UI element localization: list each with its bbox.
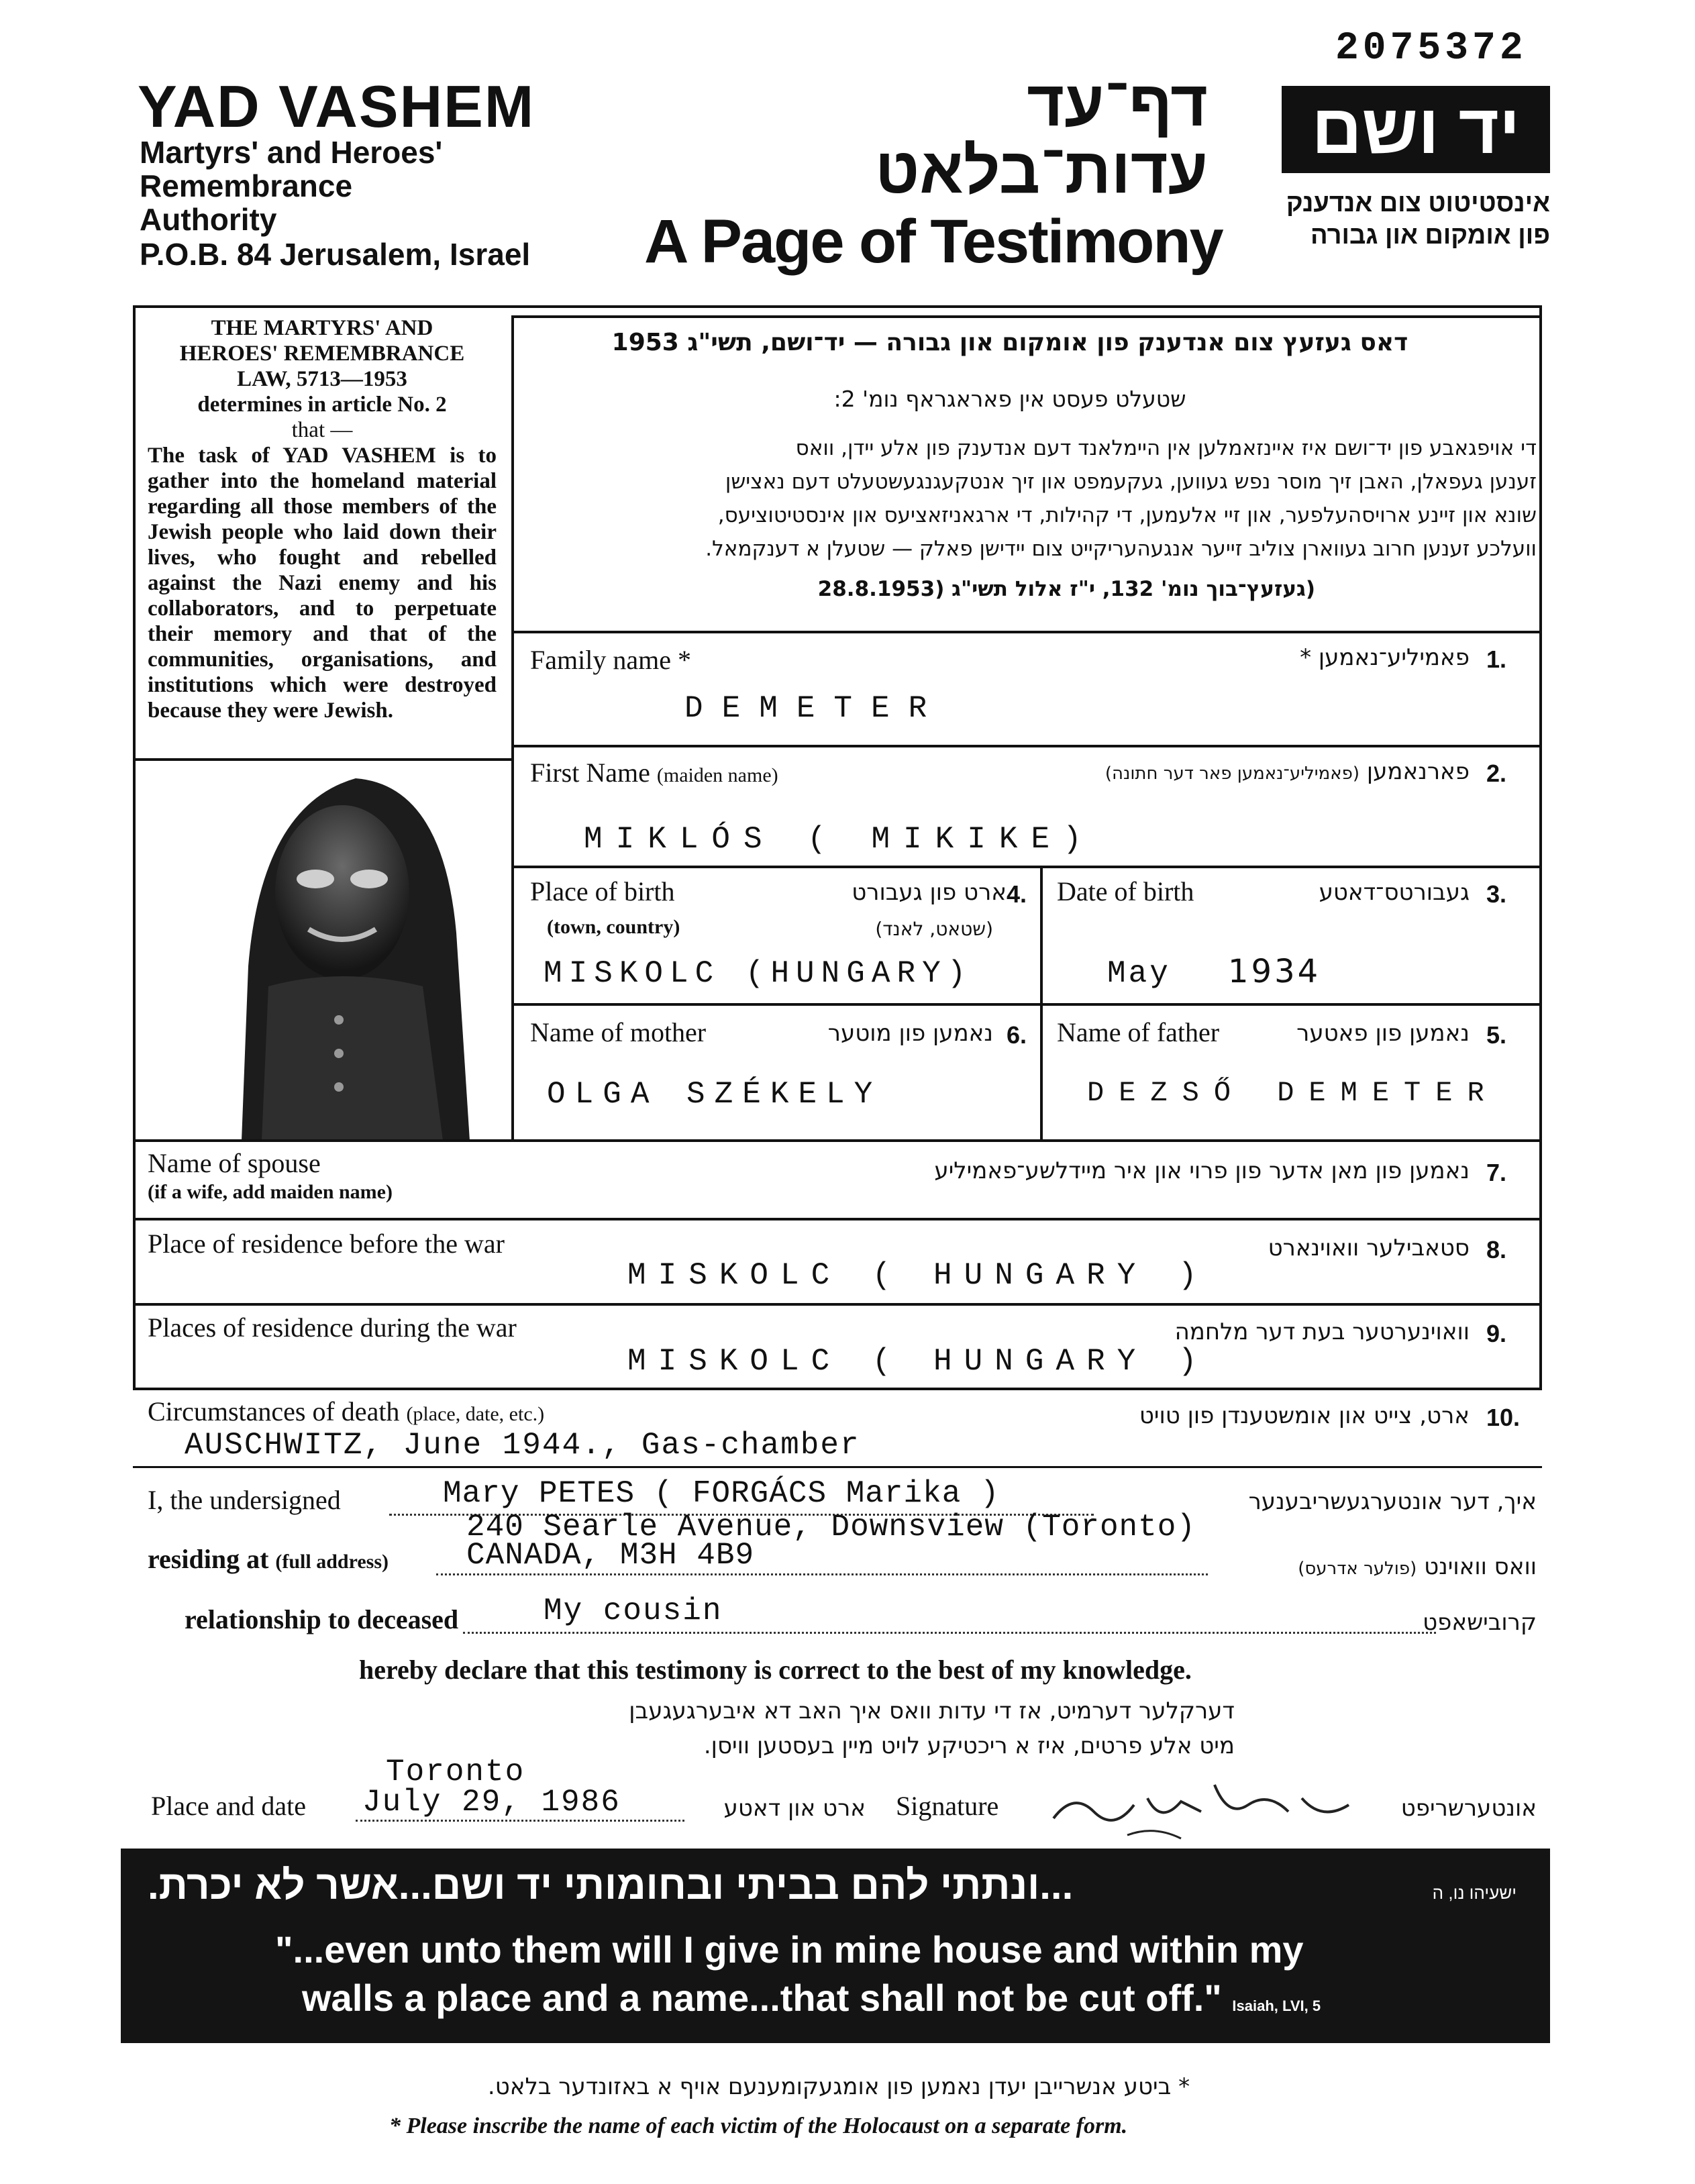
law-line-2: HEROES' REMEMBRANCE xyxy=(179,342,465,366)
org-address: P.O.B. 84 Jerusalem, Israel xyxy=(140,237,531,272)
father-value[interactable]: DEZSŐ DEMETER xyxy=(1087,1077,1499,1109)
father-num: 5. xyxy=(1486,1021,1507,1049)
banner-english-2 xyxy=(302,1976,1321,2020)
residence-before-heb: סטאבילער וואוינארט xyxy=(1268,1235,1470,1261)
yiddish-law-footnote: (געזעץ־בוך נומ' 132, י"ז אלול תשי"ג (28.8.1953 xyxy=(817,577,1315,601)
document-number: 2075372 xyxy=(1335,27,1527,70)
declare-heb-1: דערקלער דערמיט, אז די עדות וואס איך האב דא איבערגעגעבן xyxy=(629,1698,1235,1724)
law-box xyxy=(148,315,497,723)
death-heb: ארט, צייט און אומשטענדן פון טויט xyxy=(1139,1402,1470,1429)
residing-heb xyxy=(1215,1553,1537,1580)
mother-heb: נאמען פון מוטער xyxy=(827,1020,993,1047)
undersigned-value[interactable]: Mary PETES ( FORGÁCS Marika ) xyxy=(443,1476,1000,1511)
date-of-birth-num: 3. xyxy=(1486,880,1507,908)
mother-value[interactable]: OLGA SZÉKELY xyxy=(547,1077,882,1112)
first-name-label-sub: (maiden name) xyxy=(656,764,778,786)
place-of-birth-heb: ארט פון געבורט xyxy=(852,879,1007,906)
declare-text: hereby declare that this testimony is correct to the best of my knowledge. xyxy=(359,1655,1192,1685)
yiddish-law-line-2: שטעלט פעסט אין פאראגראף נומ' 2: xyxy=(833,386,1186,412)
signature-label: Signature xyxy=(896,1791,999,1821)
family-name-heb: פאמיליע־נאמען * xyxy=(1300,644,1470,671)
date-of-birth-month[interactable]: May xyxy=(1107,956,1171,991)
father-label: Name of father xyxy=(1057,1017,1220,1047)
place-date-heb: ארט און דאטע xyxy=(723,1795,866,1822)
residing-label xyxy=(148,1543,389,1575)
banner-english-1: "...even unto them will I give in mine house and within my xyxy=(275,1928,1304,1971)
main-title: A Page of Testimony xyxy=(644,207,1223,276)
banner-hebrew-ref: ישעיהו נו, ה xyxy=(1432,1883,1517,1903)
residence-before-value[interactable]: MISKOLC ( HUNGARY ) xyxy=(627,1258,1209,1293)
family-name-num: 1. xyxy=(1486,645,1507,673)
residing-label-sub: (full address) xyxy=(275,1551,389,1573)
handwritten-signature xyxy=(1047,1771,1362,1845)
logo-caption-2: פון אומקום און גבורה xyxy=(1311,221,1550,250)
yiddish-title-2: עדות־בלאט xyxy=(875,135,1208,207)
first-name-heb-main: פארנאמען xyxy=(1366,758,1470,785)
yiddish-law-body-2: זענען געפאלן, האבן זיך מוסר נפש געווען, געקעמפט און זיך אנטקעגנגעשטעלט דעם נאצישן xyxy=(725,470,1537,494)
signature-image xyxy=(1047,1771,1362,1848)
mother-label: Name of mother xyxy=(530,1017,707,1047)
family-name-label: Family name * xyxy=(530,645,691,675)
org-title: YAD VASHEM xyxy=(138,73,535,140)
residence-during-value[interactable]: MISKOLC ( HUNGARY ) xyxy=(627,1344,1209,1379)
residing-heb-sub: (פולער אדרעס) xyxy=(1298,1559,1417,1579)
death-num: 10. xyxy=(1486,1404,1521,1431)
footer-yiddish: * ביטע אנשרייבן יעדן נאמען פון אומגעקומענעם אויף א באזונדער בלאט. xyxy=(487,2073,1190,2100)
yad-vashem-logo xyxy=(1282,86,1550,173)
declare-heb-2: מיט אלע פרטים, איז א ריכטיקע לויט מיין בעסטען וויסן. xyxy=(703,1732,1235,1759)
signature-heb: אונטערשריפט xyxy=(1400,1795,1537,1822)
undersigned-heb: איך, דער אונטערגעשריבענער xyxy=(1248,1488,1537,1515)
law-body: The task of YAD VASHEM is to gather into the homeland material regarding all those members of the Jewish people who laid down their lives, who fought and rebelled against the Nazi enemy and his collaborators, and to perpetuate their memory and that of the communities, organisations, and institutions which were destroyed because they were Jewish. xyxy=(148,444,497,723)
place-of-birth-heb-sub: (שטאט, לאנד) xyxy=(875,918,993,940)
org-line-3: Authority xyxy=(140,202,277,237)
date-value[interactable]: July 29, 1986 xyxy=(362,1785,621,1820)
residence-before-num: 8. xyxy=(1486,1236,1507,1263)
first-name-heb xyxy=(939,758,1470,785)
first-name-num: 2. xyxy=(1486,760,1507,787)
logo-text: יד ושם xyxy=(1311,90,1521,168)
relationship-heb: קרובישאפט xyxy=(1423,1609,1537,1636)
quote-banner xyxy=(121,1849,1550,2043)
first-name-label-main: First Name xyxy=(530,758,650,788)
relationship-label: relationship to deceased xyxy=(185,1604,459,1634)
death-value[interactable]: AUSCHWITZ, June 1944., Gas-chamber xyxy=(185,1428,860,1463)
mother-num: 6. xyxy=(1007,1021,1027,1049)
photo-image xyxy=(201,765,497,1141)
address-line-2[interactable]: CANADA, M3H 4B9 xyxy=(466,1538,755,1573)
place-of-birth-num: 4. xyxy=(1007,880,1027,908)
residence-during-heb: וואוינערטער בעת דער מלחמה xyxy=(1174,1318,1470,1345)
place-date-label: Place and date xyxy=(151,1791,306,1821)
death-label-sub: (place, date, etc.) xyxy=(406,1403,545,1425)
undersigned-label: I, the undersigned xyxy=(148,1485,341,1515)
yiddish-law-body-1: די אויפגאבע פון יד־ושם איז איינזאמלען אין היימלאנד דעם אנדענק פון אלע יידן, וואס xyxy=(795,436,1537,460)
spouse-heb: נאמען פון מאן אדער פון פרוי און איר מיידלשע־פאמיליע xyxy=(934,1157,1470,1184)
place-of-birth-label: Place of birth xyxy=(530,876,675,906)
org-line-2: Remembrance xyxy=(140,168,353,203)
residing-heb-main: וואס וואוינט xyxy=(1424,1553,1537,1580)
place-of-birth-value[interactable]: MISKOLC (HUNGARY) xyxy=(544,956,973,991)
father-heb: נאמען פון פאטער xyxy=(1296,1020,1470,1047)
yiddish-title-1: דף־עד xyxy=(1027,68,1208,140)
place-of-birth-sub: (town, country) xyxy=(547,916,680,938)
yiddish-law-body-3: שונא און זיינע ארויסהעלפער, און זיי אלעמען, די קהילות, די ארגאניזאציעס און אינסטיטוציעס, xyxy=(717,503,1537,527)
date-of-birth-label: Date of birth xyxy=(1057,876,1194,906)
residence-during-num: 9. xyxy=(1486,1320,1507,1347)
first-name-value[interactable]: MIKLÓS ( MIKIKE) xyxy=(584,822,1095,857)
death-label xyxy=(148,1396,544,1427)
logo-caption-1: אינסטיטוט צום אנדענק xyxy=(1286,189,1550,217)
date-of-birth-year[interactable]: 1934 xyxy=(1228,953,1321,990)
first-name-label xyxy=(530,757,778,788)
child-portrait-photo xyxy=(201,765,497,1141)
death-label-main: Circumstances of death xyxy=(148,1396,400,1426)
family-name-value[interactable]: DEMETER xyxy=(684,691,946,726)
address-line-1[interactable]: 240 Searle Avenue, Downsview (Toronto) xyxy=(466,1510,1196,1545)
law-line-3: LAW, 5713—1953 xyxy=(237,367,407,391)
spouse-num: 7. xyxy=(1486,1159,1507,1186)
date-of-birth-heb: געבורטס־דאטע xyxy=(1319,879,1470,906)
yiddish-law-body-4: וועלכע זענען חרוב געווארן צוליב זייער אנגעהעריקייט צום יידישן פאלק — שטעלן א דענקמאל. xyxy=(705,537,1537,561)
spouse-sub: (if a wife, add maiden name) xyxy=(148,1181,393,1203)
residence-during-label: Places of residence during the war xyxy=(148,1312,517,1343)
relationship-value[interactable]: My cousin xyxy=(544,1594,723,1628)
spouse-label: Name of spouse xyxy=(148,1148,321,1178)
footer-english: * Please inscribe the name of each victim of the Holocaust on a separate form. xyxy=(389,2114,1128,2138)
org-line-1: Martyrs' and Heroes' xyxy=(140,135,443,170)
yiddish-law-line-1: דאס געזעץ צום אנדענק פון אומקום און גבורה — יד־ושם, תשי"ג 1953 xyxy=(611,329,1408,356)
residence-before-label: Place of residence before the war xyxy=(148,1229,505,1259)
residing-label-main: residing at xyxy=(148,1544,269,1574)
place-value[interactable]: Toronto xyxy=(386,1755,525,1789)
law-line-4: determines in article No. 2 xyxy=(197,393,447,417)
first-name-heb-sub: (פאמיליע־נאמען פאר דער חתונה) xyxy=(1105,764,1360,784)
banner-hebrew-text: ...ונתתי להם בביתי ובחומותי יד ושם...אשר לא יכרת. xyxy=(148,1863,1074,1908)
law-line-5: that — xyxy=(291,418,353,442)
banner-english-ref: Isaiah, LVI, 5 xyxy=(1232,1997,1321,2014)
law-line-1: THE MARTYRS' AND xyxy=(211,316,433,340)
banner-english-2-text: walls a place and a name...that shall not be cut off." xyxy=(302,1977,1222,2019)
